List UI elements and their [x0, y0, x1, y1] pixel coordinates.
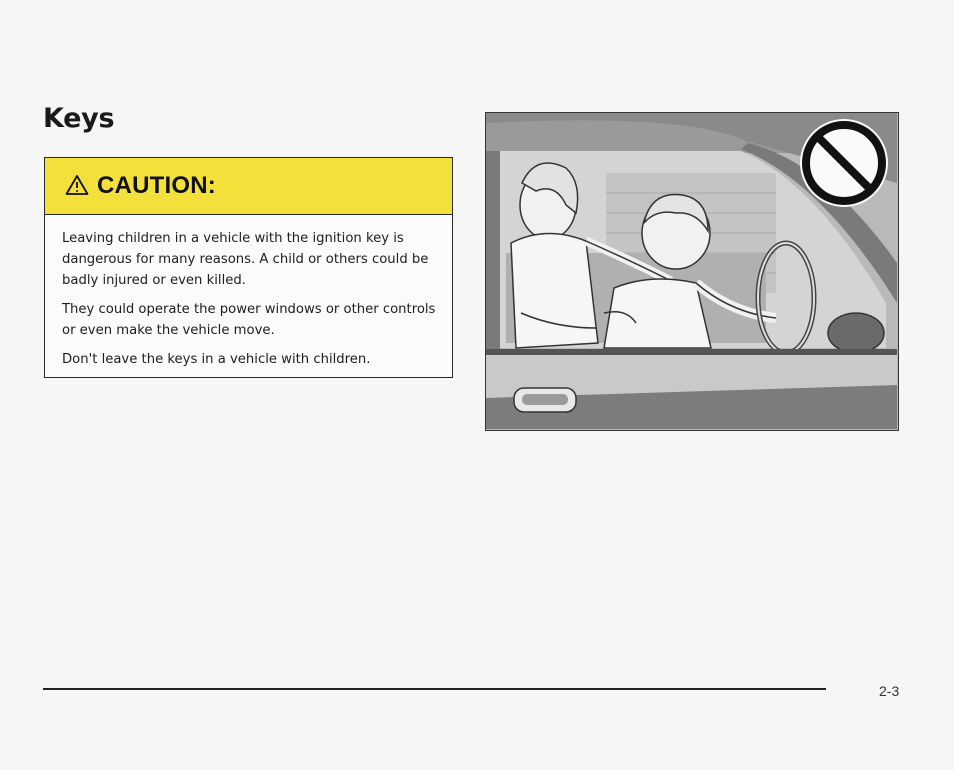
caution-paragraph: Leaving children in a vehicle with the ignition key is dangerous for many reasons. A child or others could be badly injured or even killed.: [62, 231, 429, 288]
page-title: Keys: [43, 103, 115, 134]
page-number: 2-3: [879, 683, 900, 699]
caution-box: [44, 157, 453, 378]
children-in-car-illustration: [485, 112, 899, 431]
footer-rule: [43, 688, 826, 690]
prohibition-icon: [800, 119, 888, 207]
caution-body: [45, 215, 452, 370]
caution-label: CAUTION:: [97, 172, 216, 199]
caution-header: [45, 158, 452, 215]
warning-triangle-icon: [65, 174, 89, 196]
caution-paragraph: Don't leave the keys in a vehicle with children.: [62, 352, 371, 367]
caution-paragraph: They could operate the power windows or other controls or even make the vehicle move.: [62, 302, 436, 338]
